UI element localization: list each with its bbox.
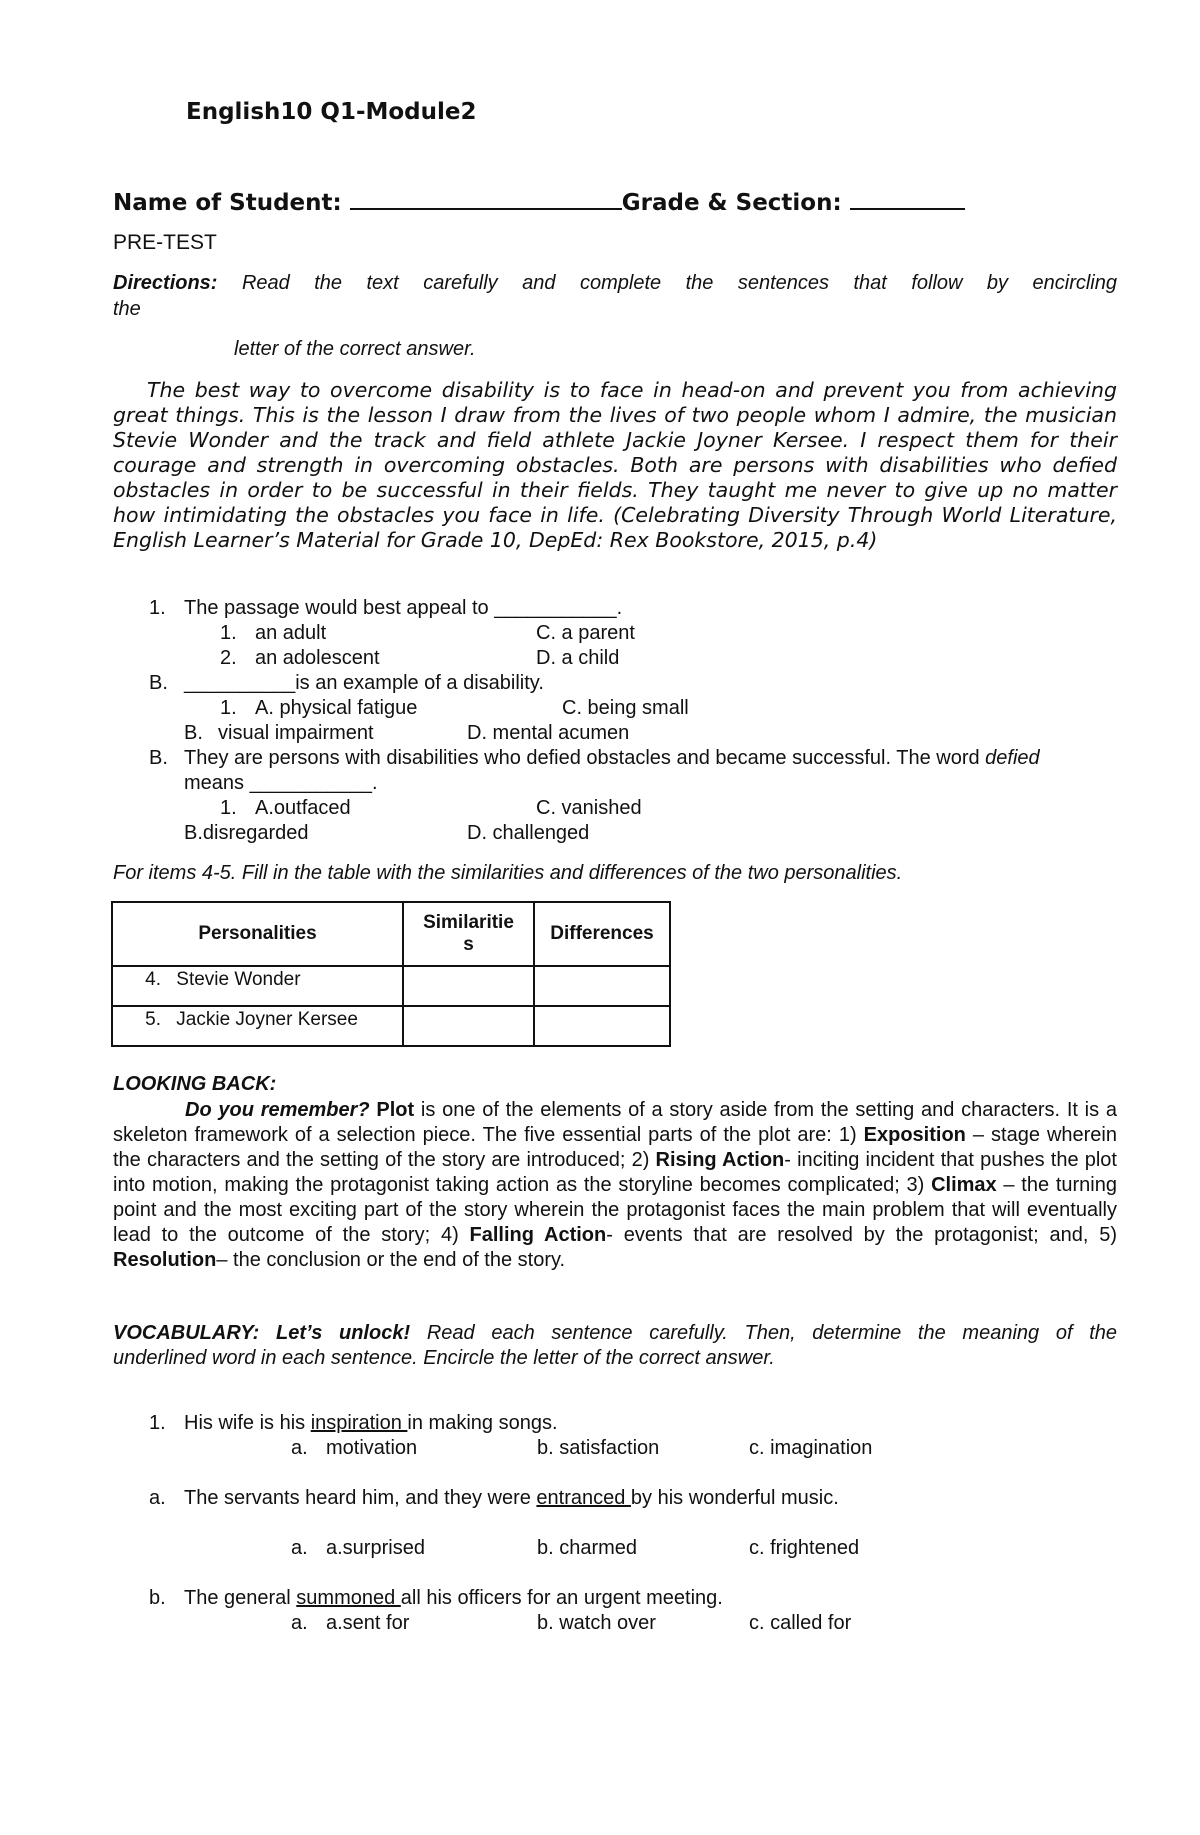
q3-opt-d: D. challenged: [467, 822, 590, 844]
q2-opt-c: C. being small: [562, 697, 689, 719]
vocab-2-opt-b: b. charmed: [537, 1537, 638, 1559]
row-5-name: Jackie Joyner Kersee: [176, 1009, 358, 1030]
vocab-3-sentence: [184, 1587, 723, 1610]
vocabulary-instruction-2: underlined word in each sentence. Encircle the letter of the correct answer.: [113, 1347, 775, 1369]
row-4-personality: [112, 966, 403, 1006]
q3-number: B.: [149, 747, 168, 769]
vocab-2-opt-c: c. frightened: [749, 1537, 860, 1559]
name-label: Name of Student:: [113, 190, 342, 216]
q3-text-a: They are persons with disabilities who defied obstacles and became successful. The word: [184, 747, 986, 769]
q1-number: 1.: [149, 597, 166, 619]
vocab-2-number: a.: [149, 1487, 166, 1509]
header-personalities: Personalities: [112, 902, 403, 966]
vocab-2-word: entranced: [536, 1487, 631, 1509]
row-5-number: 5.: [145, 1009, 161, 1030]
lb-falling-action: Falling Action: [469, 1224, 607, 1246]
pretest-title: PRE-TEST: [113, 231, 217, 254]
vocab-1-post: in making songs.: [407, 1412, 558, 1434]
row-5-differences-cell[interactable]: [534, 1006, 670, 1046]
vocab-2-opt-a-num: a.: [291, 1537, 308, 1559]
name-blank: [350, 186, 622, 210]
q3-text-b: means ___________.: [184, 772, 378, 794]
q3-opt-b: B.disregarded: [184, 822, 309, 844]
vocab-3-number: b.: [149, 1587, 166, 1609]
vocab-3-word: summoned: [296, 1587, 401, 1609]
row-5-personality: [112, 1006, 403, 1046]
grade-label: Grade & Section:: [621, 190, 842, 216]
q3-word-defied: defied: [985, 747, 1040, 769]
q2-opt-b: visual impairment: [218, 722, 374, 744]
header-similarities: [403, 902, 534, 966]
q1-opt-c: C. a parent: [536, 622, 635, 644]
row-5-similarities-cell[interactable]: [403, 1006, 534, 1046]
q3-opt1-num: 1.: [220, 797, 237, 819]
vocabulary-line-1: [113, 1322, 1117, 1345]
vocab-1-opt-a: motivation: [326, 1437, 418, 1459]
personalities-table: [111, 901, 671, 1047]
q2-text: __________is an example of a disability.: [184, 672, 544, 694]
q1-opt3-num: 2.: [220, 647, 237, 669]
row-4-differences-cell[interactable]: [534, 966, 670, 1006]
lb-lead: Do you remember?: [185, 1099, 370, 1121]
q2-opt-d: D. mental acumen: [467, 722, 630, 744]
directions-text-1: Read the text carefully and complete the sentences that follow by encircling: [241, 272, 1117, 294]
q3-text-line-1: [184, 747, 1040, 770]
vocab-3-opt-a: a.sent for: [326, 1612, 410, 1634]
q2-opt-a: A. physical fatigue: [255, 697, 418, 719]
q3-opt-c: C. vanished: [536, 797, 642, 819]
table-row: [112, 966, 670, 1006]
directions-line-2: letter of the correct answer.: [234, 338, 476, 360]
vocab-2-post: by his wonderful music.: [630, 1487, 839, 1509]
lb-exposition: Exposition: [863, 1124, 966, 1146]
lb-rising-action: Rising Action: [655, 1149, 785, 1171]
vocab-1-opt-b: b. satisfaction: [537, 1437, 660, 1459]
lb-climax: Climax: [931, 1174, 997, 1196]
lb-resolution: Resolution: [113, 1249, 217, 1271]
vocab-1-sentence: [184, 1412, 558, 1435]
vocab-2-opt-a: a.surprised: [326, 1537, 425, 1559]
vocab-3-opt-a-num: a.: [291, 1612, 308, 1634]
vocabulary-title: VOCABULARY: Let’s unlock!: [113, 1322, 411, 1344]
q1-opt-a: an adult: [255, 622, 327, 644]
q1-text: The passage would best appeal to ___________.: [184, 597, 623, 619]
lb-text-2: – stage wherein the characters and the setting of the story are introduced; 2): [113, 1124, 1117, 1171]
q2-opt3-num: B.: [184, 722, 203, 744]
table-row: [112, 1006, 670, 1046]
lb-text-3: - inciting incident that pushes the plot into motion, making the protagonist taking action as the storyline becomes complicated; 3): [113, 1149, 1117, 1196]
vocab-1-pre: His wife is his: [184, 1412, 311, 1434]
row-4-name: Stevie Wonder: [176, 969, 301, 990]
q3-opt-a: A.outfaced: [255, 797, 351, 819]
q1-opt-d: D. a child: [536, 647, 620, 669]
vocab-3-opt-b: b. watch over: [537, 1612, 656, 1634]
reading-passage: The best way to overcome disability is to face in head-on and prevent you from achieving great things. This is the lesson I draw from the lives of two people whom I admire, the musician Stevie Wonder and the track and field athlete Jackie Joyner Kersee. I respect them for their courage and strength in overcoming obstacles. Both are persons with disabilities who defied obstacles in order to be successful in their fields. They taught me never to give up no matter how intimidating the obstacles you face in life. (Celebrating Diversity Through World Literature, English Learner’s Material for Grade 10, DepEd: Rex Bookstore, 2015, p.4): [113, 378, 1117, 552]
vocab-1-opt-c: c. imagination: [749, 1437, 873, 1459]
lb-plot: Plot: [376, 1099, 415, 1121]
looking-back-title: LOOKING BACK:: [113, 1073, 277, 1095]
vocab-3-post: all his officers for an urgent meeting.: [400, 1587, 723, 1609]
q1-opt-b: an adolescent: [255, 647, 380, 669]
looking-back-paragraph: [113, 1098, 1117, 1273]
row-4-similarities-cell[interactable]: [403, 966, 534, 1006]
directions-line-1-end: the: [113, 298, 141, 320]
table-instruction: For items 4-5. Fill in the table with the similarities and differences of the two personalities.: [113, 862, 903, 884]
lb-text-4: – the turning point and the most exciting part of the story wherein the protagonist faces the main problem that will eventually lead to the outcome of the story; 4): [113, 1174, 1117, 1246]
vocabulary-instruction-1: Read each sentence carefully. Then, determine the meaning of the: [426, 1322, 1118, 1344]
q2-opt1-num: 1.: [220, 697, 237, 719]
vocab-2-sentence: [184, 1487, 839, 1510]
q1-opt1-num: 1.: [220, 622, 237, 644]
vocab-3-pre: The general: [184, 1587, 297, 1609]
directions-label: Directions:: [113, 272, 218, 294]
vocab-1-number: 1.: [149, 1412, 166, 1434]
directions-line-1: [113, 272, 1117, 295]
row-4-number: 4.: [145, 969, 161, 990]
lb-text-5: - events that are resolved by the protagonist; and, 5): [606, 1224, 1117, 1246]
student-info-line: [113, 186, 965, 216]
vocab-3-opt-c: c. called for: [749, 1612, 852, 1634]
lb-text-6: – the conclusion or the end of the story.: [216, 1249, 566, 1271]
vocab-2-pre: The servants heard him, and they were: [184, 1487, 537, 1509]
module-title: English10 Q1-Module2: [186, 99, 477, 125]
grade-blank: [850, 186, 965, 210]
vocab-1-word: inspiration: [310, 1412, 408, 1434]
vocab-1-opt-a-num: a.: [291, 1437, 308, 1459]
table-header-row: [112, 902, 670, 966]
q2-number: B.: [149, 672, 168, 694]
header-similarities-part2: s: [463, 934, 474, 955]
lb-text-1: is one of the elements of a story aside from the setting and characters. It is a skeleton framework of a selection piece. The five essential parts of the plot are: 1): [113, 1099, 1117, 1146]
header-differences: Differences: [534, 902, 670, 966]
header-similarities-part1: Similaritie: [423, 912, 514, 933]
